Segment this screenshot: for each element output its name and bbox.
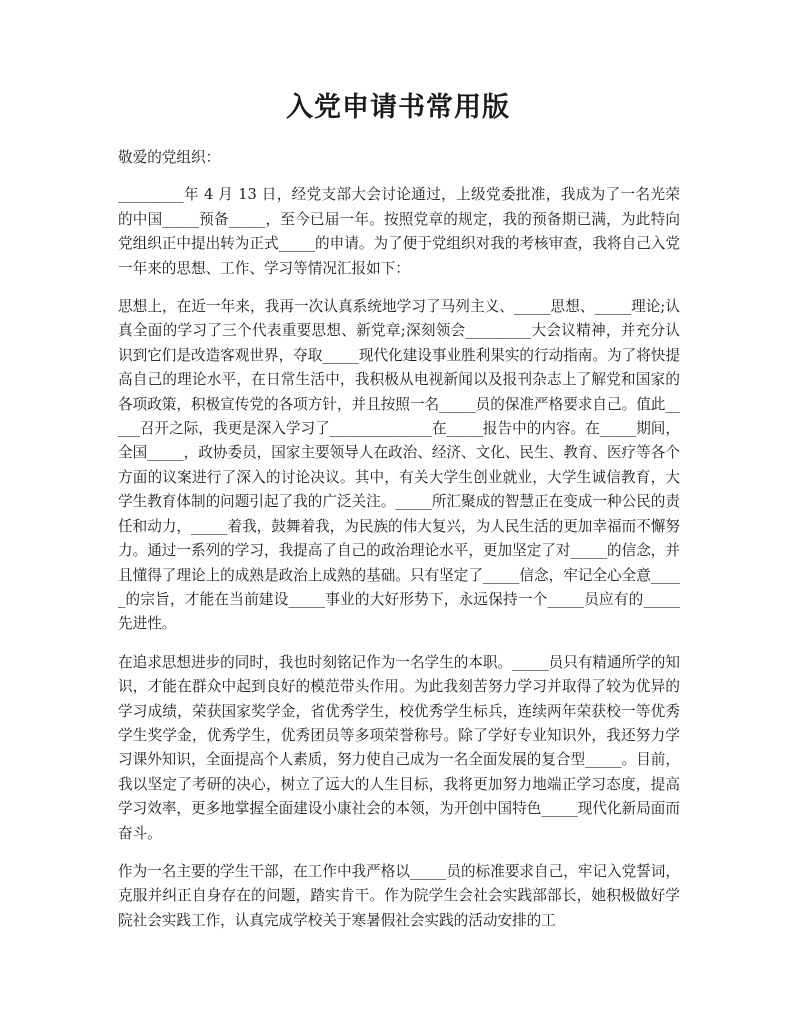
document-title: 入党申请书常用版 [286,92,510,123]
paragraph-thought: 思想上，在近一年来，我再一次认真系统地学习了马列主义、_____思想、_____理论;认真全面的学习了三个代表重要思想、新党章;深刻领会_________大会议精神，并充分认识到它们是改造客观世界，夺取_____现代化建设事业胜利果实的行动指南。为了将快提高自己的理论水平，在日常生活中，我积极从电视新闻以及报刊杂志上了解党和国家的各项政策，积极宣传党的各项方针，并且按照一名_____员的保准严格要求自己。值此_____召开之际，我更是深入学习了______________在_____报告中的内容。在_____期间，全国_____，政协委员，国家主要领导人在政治、经济、文化、民生、教育、医疗等各个方面的议案进行了深入的讨论决议。其中，有关大学生创业就业，大学生诚信教育，大学生教育体制的问题引起了我的广泛关注。_____所汇聚成的智慧正在变成一种公民的责任和动力，_____着我，鼓舞着我，为民族的伟大复兴，为人民生活的更加幸福而不懈努力。通过一系列的学习，我提高了自己的政治理论水平，更加坚定了对_____的信念，并且懂得了理论上的成熟是政治上成熟的基础。只有坚定了_____信念，牢记全心全意_____的宗旨，才能在当前建设_____事业的大好形势下，永远保持一个_____员应有的_____先进性。 [118,298,680,633]
salutation: 敬爱的党组织： [118,149,221,166]
paragraph-study: 在追求思想进步的同时，我也时刻铭记作为一名学生的本职。_____员只有精通所学的知识，才能在群众中起到良好的模范带头作用。为此我刻苦努力学习并取得了较为优异的学习成绩，荣获国家奖学金，省优秀学生，校优秀学生标兵，连续两年荣获校一等优秀学生奖学金，优秀学生，优秀团员等多项荣誉称号。除了学好专业知识外，我还努力学习课外知识，全面提高个人素质，努力使自己成为一名全面发展的复合型_____。目前，我以坚定了考研的决心，树立了远大的人生目标，我将更加努力地端正学习态度，提高学习效率，更多地掌握全面建设小康社会的本领，为开创中国特色_____现代化新局面而奋斗。 [118,653,680,842]
paragraph-intro: _________年 4 月 13 日，经党支部大会讨论通过，上级党委批准，我成为了一名光荣的中国_____预备_____，至今已届一年。按照党章的规定，我的预备期已满，为此特向党组织正中提出转为正式_____的申请。为了便于党组织对我的考核审查，我将自己入党一年来的思想、工作、学习等情况汇报如下： [118,186,680,277]
paragraph-work: 作为一名主要的学生干部，在工作中我严格以_____员的标准要求自己，牢记入党誓词，克服并纠正自身存在的问题，踏实肯干。作为院学生会社会实践部部长，她积极做好学院社会实践工作，认真完成学校关于寒暑假社会实践的活动安排的工 [118,862,680,929]
document-body [118,146,680,947]
